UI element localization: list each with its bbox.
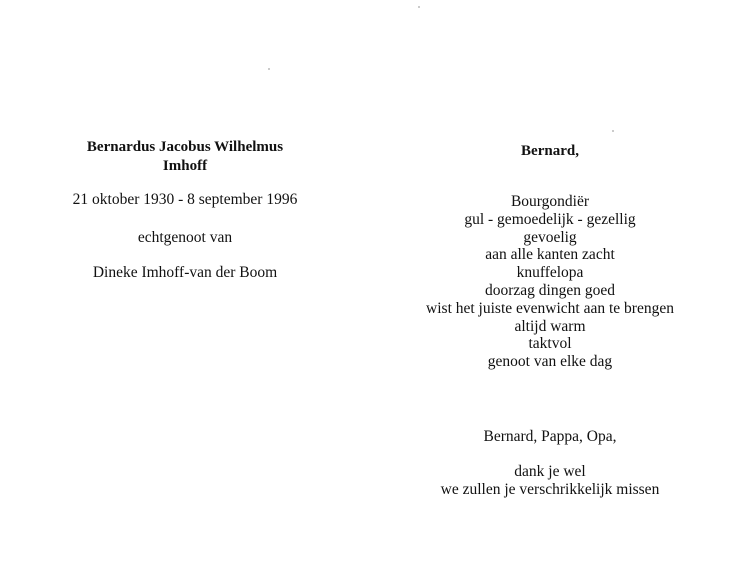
closing-line: we zullen je verschrikkelijk missen	[440, 481, 660, 498]
paper-speck	[612, 130, 614, 132]
poem-line: knuffelopa	[516, 264, 584, 282]
paper-speck	[268, 68, 270, 70]
poem-line: altijd warm	[514, 317, 586, 335]
poem-title: Bernard,	[521, 143, 579, 159]
name-line-2: Imhoff	[162, 158, 208, 174]
spouse-of-label: echtgenoot van	[137, 229, 233, 246]
poem-line: wist het juiste evenwicht aan te brengen	[426, 299, 674, 317]
poem-line: gevoelig	[523, 228, 577, 246]
closing	[400, 463, 700, 499]
life-dates: 21 oktober 1930 - 8 september 1996	[72, 191, 298, 208]
poem-line: genoot van elke dag	[487, 353, 613, 371]
address-line: Bernard, Pappa, Opa,	[483, 428, 617, 445]
paper-speck	[418, 6, 420, 8]
spouse-name: Dineke Imhoff-van der Boom	[92, 264, 278, 281]
closing-line: dank je wel	[514, 463, 586, 480]
poem-line: taktvol	[528, 335, 572, 353]
poem	[400, 193, 700, 371]
deceased-name	[40, 138, 330, 176]
poem-line: doorzag dingen goed	[485, 281, 615, 299]
poem-line: Bourgondiër	[510, 193, 590, 210]
poem-line: gul - gemoedelijk - gezellig	[464, 210, 636, 228]
poem-line: aan alle kanten zacht	[485, 246, 615, 264]
name-line-1: Bernardus Jacobus Wilhelmus	[86, 139, 284, 155]
